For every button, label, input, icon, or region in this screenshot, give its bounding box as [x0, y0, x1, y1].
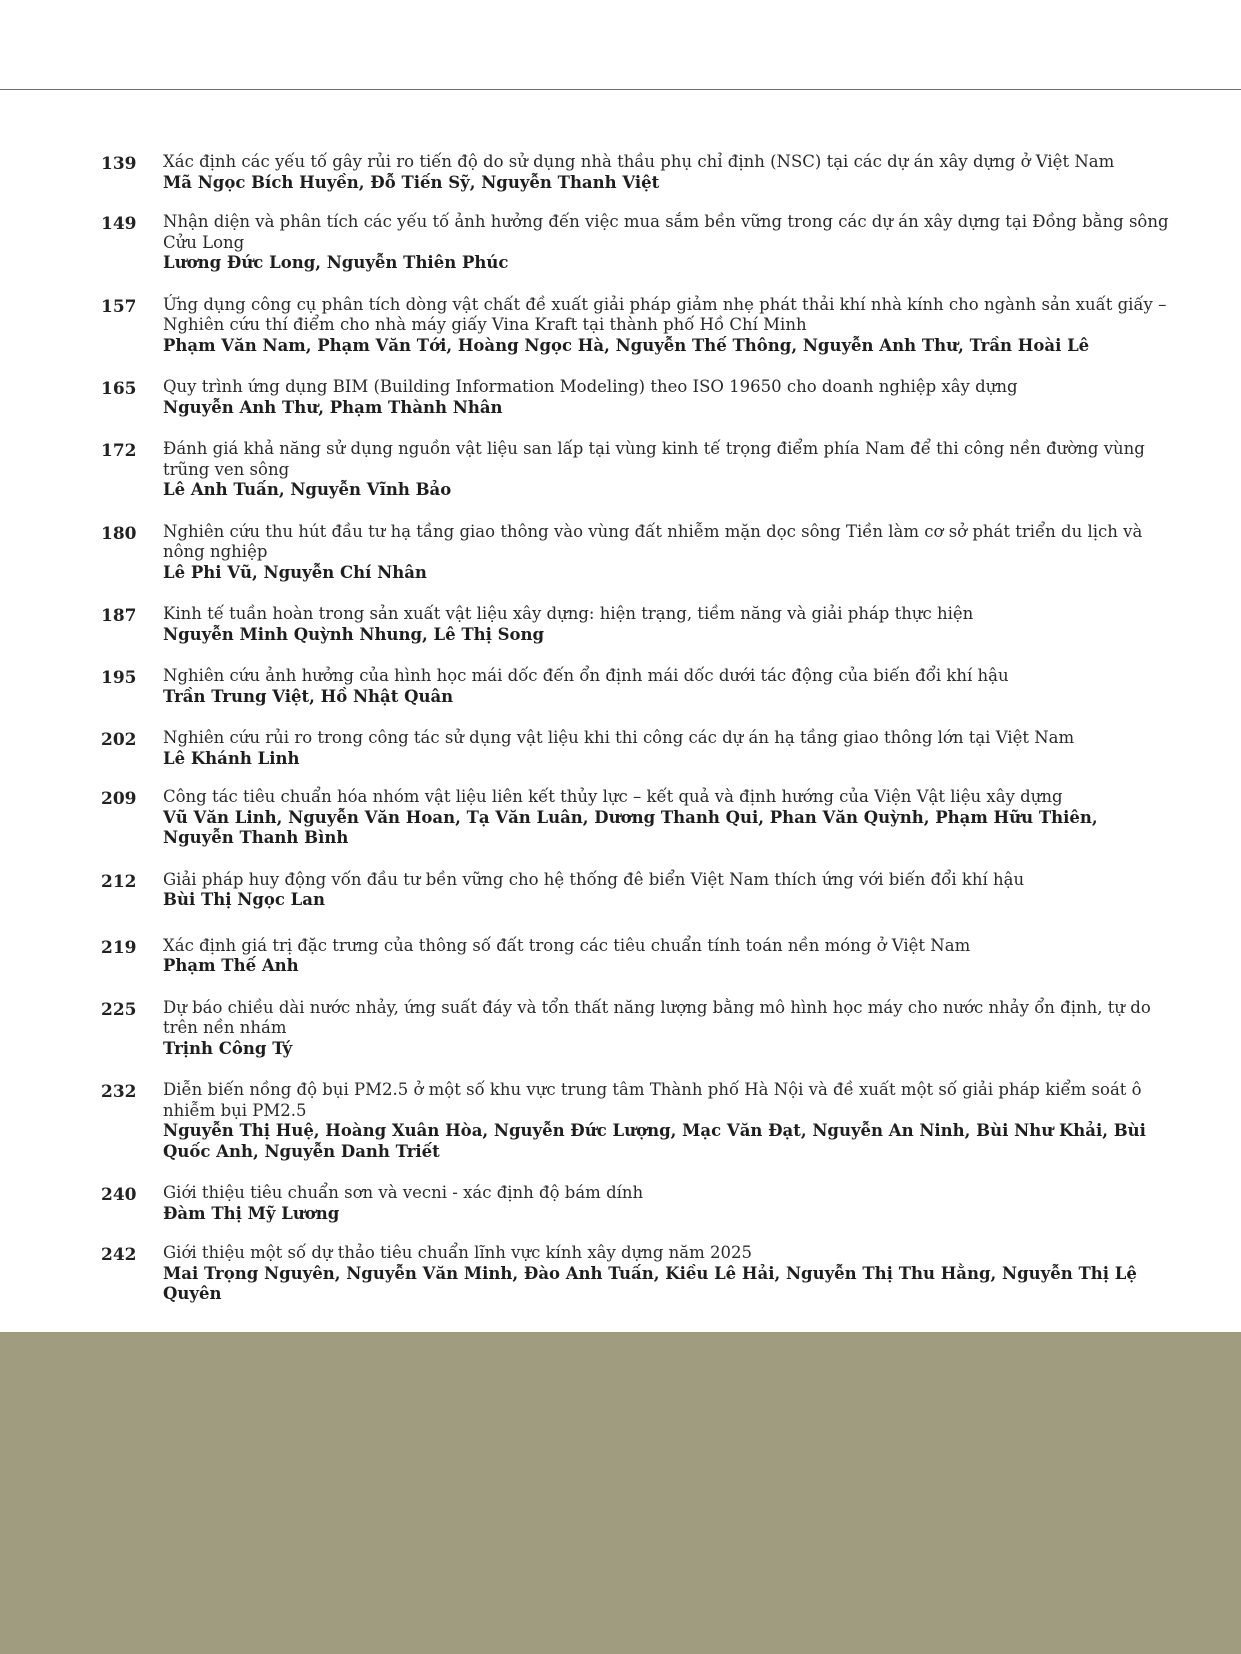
- toc-entry-text: [163, 377, 1171, 418]
- toc-article-title[interactable]: Đánh giá khả năng sử dụng nguồn vật liệu san lấp tại vùng kinh tế trọng điểm phía Nam để thi công nền đường vùng trũng ven sông: [163, 439, 1145, 479]
- toc-article-title[interactable]: Xác định giá trị đặc trưng của thông số đất trong các tiêu chuẩn tính toán nền móng ở Việt Nam: [163, 935, 971, 955]
- toc-page-number: 219: [101, 937, 137, 958]
- header-divider: [0, 89, 1241, 90]
- toc-article-title[interactable]: Công tác tiêu chuẩn hóa nhóm vật liệu liên kết thủy lực – kết quả và định hướng của Viện Vật liệu xây dựng: [163, 787, 1063, 806]
- toc-article-authors: Lương Đức Long, Nguyễn Thiên Phúc: [163, 253, 509, 272]
- toc-article-authors: Nguyễn Thị Huệ, Hoàng Xuân Hòa, Nguyễn Đức Lượng, Mạc Văn Đạt, Nguyễn An Ninh, Bùi Như Khải, Bùi Quốc Anh, Nguyễn Danh Triết: [163, 1121, 1146, 1161]
- toc-entry-text: [163, 439, 1171, 501]
- toc-page-number: 225: [101, 999, 137, 1020]
- toc-page-number: 157: [101, 296, 137, 317]
- toc-article-title[interactable]: Kinh tế tuần hoàn trong sản xuất vật liệu xây dựng: hiện trạng, tiềm năng và giải pháp thực hiện: [163, 604, 974, 623]
- toc-article-title[interactable]: Quy trình ứng dụng BIM (Building Information Modeling) theo ISO 19650 cho doanh nghiệp xây dựng: [163, 377, 1018, 396]
- table-of-contents: [101, 152, 1171, 1305]
- toc-article-title[interactable]: Giới thiệu tiêu chuẩn sơn và vecni - xác định độ bám dính: [163, 1183, 644, 1202]
- toc-page-number: 165: [101, 379, 137, 399]
- toc-article-authors: Nguyễn Minh Quỳnh Nhung, Lê Thị Song: [163, 624, 545, 644]
- toc-page-number: 180: [101, 523, 137, 544]
- toc-article-authors: Bùi Thị Ngọc Lan: [163, 890, 325, 909]
- toc-article-authors: Phạm Thế Anh: [163, 956, 299, 975]
- footer-color-band: [0, 1332, 1241, 1654]
- toc-article-title[interactable]: Nhận diện và phân tích các yếu tố ảnh hưởng đến việc mua sắm bền vững trong các dự án xây dựng tại Đồng bằng sông Cửu Long: [163, 212, 1169, 252]
- toc-entry-text: [163, 522, 1171, 584]
- toc-entry[interactable]: [101, 377, 1171, 418]
- toc-entry[interactable]: [101, 787, 1171, 849]
- toc-page-number: 139: [101, 154, 137, 174]
- toc-article-authors: Lê Anh Tuấn, Nguyễn Vĩnh Bảo: [163, 480, 452, 499]
- toc-article-title[interactable]: Diễn biến nồng độ bụi PM2.5 ở một số khu vực trung tâm Thành phố Hà Nội và đề xuất một số giải pháp kiểm soát ô nhiễm bụi PM2.5: [163, 1080, 1142, 1120]
- toc-page-number: 202: [101, 730, 137, 750]
- toc-entry[interactable]: [101, 1183, 1171, 1224]
- toc-entry[interactable]: [101, 1080, 1171, 1162]
- toc-entry-text: [163, 604, 1171, 645]
- toc-article-title[interactable]: Ứng dụng công cụ phân tích dòng vật chất đề xuất giải pháp giảm nhẹ phát thải khí nhà kính cho ngành sản xuất giấy – Nghiên cứu thí điểm cho nhà máy giấy Vina Kraft tại thành phố Hồ Chí Minh: [163, 294, 1167, 334]
- toc-article-authors: Phạm Văn Nam, Phạm Văn Tới, Hoàng Ngọc Hà, Nguyễn Thế Thông, Nguyễn Anh Thư, Trần Hoài Lê: [163, 335, 1090, 355]
- toc-entry[interactable]: [101, 152, 1171, 193]
- toc-entry-text: [163, 295, 1171, 357]
- toc-entry[interactable]: [101, 936, 1171, 977]
- toc-entry-text: [163, 1243, 1171, 1305]
- toc-article-title[interactable]: Giải pháp huy động vốn đầu tư bền vững cho hệ thống đê biển Việt Nam thích ứng với biến đổi khí hậu: [163, 869, 1025, 889]
- toc-article-authors: Vũ Văn Linh, Nguyễn Văn Hoan, Tạ Văn Luân, Dương Thanh Qui, Phan Văn Quỳnh, Phạm Hữu Thiên, Nguyễn Thanh Bình: [163, 807, 1098, 847]
- toc-entry[interactable]: [101, 998, 1171, 1060]
- toc-article-authors: Nguyễn Anh Thư, Phạm Thành Nhân: [163, 397, 503, 417]
- toc-entry[interactable]: [101, 522, 1171, 584]
- toc-article-authors: Trần Trung Việt, Hồ Nhật Quân: [163, 686, 454, 706]
- toc-entry-text: [163, 787, 1171, 849]
- toc-entry[interactable]: [101, 666, 1171, 707]
- toc-entry[interactable]: [101, 212, 1171, 274]
- toc-article-title[interactable]: Dự báo chiều dài nước nhảy, ứng suất đáy và tổn thất năng lượng bằng mô hình học máy cho nước nhảy ổn định, tự do trên nền nhám: [163, 997, 1151, 1037]
- toc-entry[interactable]: [101, 604, 1171, 645]
- toc-article-authors: Đàm Thị Mỹ Lương: [163, 1203, 340, 1223]
- toc-entry-text: [163, 666, 1171, 707]
- toc-article-authors: Lê Khánh Linh: [163, 748, 300, 768]
- toc-entry-text: [163, 152, 1171, 193]
- toc-entry-text: [163, 1183, 1171, 1224]
- toc-page-number: 172: [101, 441, 137, 461]
- toc-article-title[interactable]: Nghiên cứu rủi ro trong công tác sử dụng vật liệu khi thi công các dự án hạ tầng giao thông lớn tại Việt Nam: [163, 728, 1075, 747]
- toc-article-authors: Lê Phi Vũ, Nguyễn Chí Nhân: [163, 562, 427, 582]
- toc-page-number: 212: [101, 871, 137, 892]
- toc-page-number: 149: [101, 214, 137, 234]
- toc-entry-text: [163, 870, 1171, 911]
- toc-entry-text: [163, 1080, 1171, 1162]
- toc-entry[interactable]: [101, 295, 1171, 357]
- toc-page-number: 232: [101, 1082, 137, 1102]
- toc-article-title[interactable]: Nghiên cứu thu hút đầu tư hạ tầng giao thông vào vùng đất nhiễm mặn dọc sông Tiền làm cơ sở phát triển du lịch và nông nghiệp: [163, 521, 1143, 561]
- toc-article-title[interactable]: Nghiên cứu ảnh hưởng của hình học mái dốc đến ổn định mái dốc dưới tác động của biến đổi khí hậu: [163, 666, 1009, 685]
- toc-page-number: 195: [101, 668, 137, 688]
- toc-entry[interactable]: [101, 870, 1171, 911]
- toc-article-title[interactable]: Giới thiệu một số dự thảo tiêu chuẩn lĩnh vực kính xây dựng năm 2025: [163, 1243, 753, 1262]
- toc-entry-text: [163, 212, 1171, 274]
- toc-page-number: 209: [101, 789, 137, 809]
- toc-article-authors: Mã Ngọc Bích Huyền, Đỗ Tiến Sỹ, Nguyễn Thanh Việt: [163, 172, 660, 192]
- toc-article-authors: Trịnh Công Tý: [163, 1038, 293, 1058]
- toc-entry[interactable]: [101, 439, 1171, 501]
- toc-page-number: 242: [101, 1245, 137, 1265]
- toc-page-number: 240: [101, 1185, 137, 1205]
- toc-entry-text: [163, 728, 1171, 769]
- toc-article-title[interactable]: Xác định các yếu tố gây rủi ro tiến độ do sử dụng nhà thầu phụ chỉ định (NSC) tại các dự án xây dựng ở Việt Nam: [163, 152, 1115, 171]
- toc-entry-text: [163, 998, 1171, 1060]
- toc-entry[interactable]: [101, 1243, 1171, 1305]
- toc-entry[interactable]: [101, 728, 1171, 769]
- toc-entry-text: [163, 936, 1171, 977]
- toc-page-number: 187: [101, 606, 137, 626]
- toc-article-authors: Mai Trọng Nguyên, Nguyễn Văn Minh, Đào Anh Tuấn, Kiều Lê Hải, Nguyễn Thị Thu Hằng, Nguyễn Thị Lệ Quyên: [163, 1263, 1137, 1303]
